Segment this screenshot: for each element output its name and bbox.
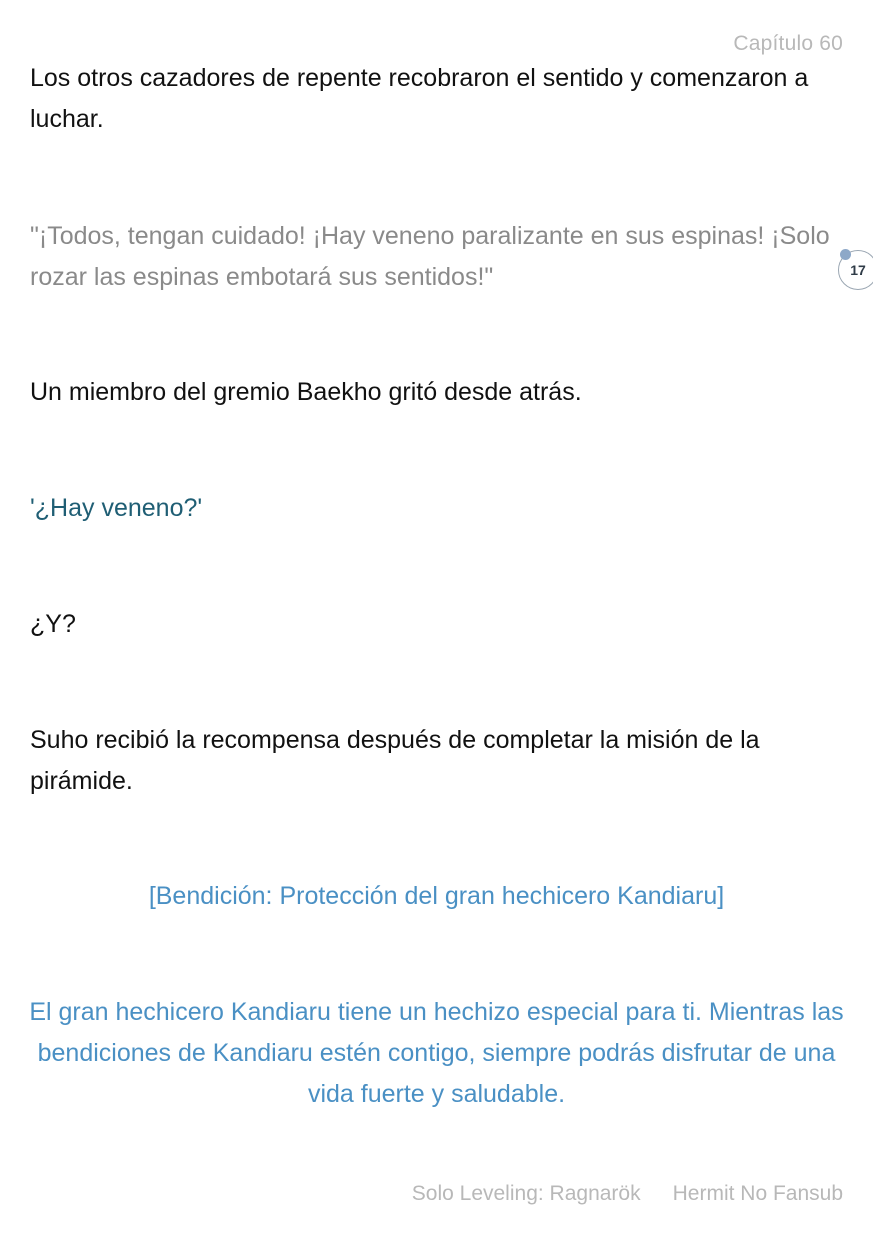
paragraph-dialogue: "¡Todos, tengan cuidado! ¡Hay veneno paralizante en sus espinas! ¡Solo rozar las espinas embotará sus sentidos!" [30, 222, 830, 291]
novel-title: Solo Leveling: Ragnarök [411, 1182, 641, 1205]
footer [412, 1182, 843, 1206]
system-message-body: El gran hechicero Kandiaru tiene un hechizo especial para ti. Mientras las bendiciones de Kandiaru estén contigo, siempre podrás disfrutar de una vida fuerte y saludable. [29, 998, 844, 1108]
paragraph-narration: ¿Y? [30, 610, 76, 638]
chapter-label: Capítulo 60 [733, 32, 843, 55]
translator-credit: Hermit No Fansub [672, 1182, 843, 1205]
system-message-title: [Bendición: Protección del gran hechicero Kandiaru] [148, 882, 725, 910]
paragraph-thought: '¿Hay veneno?' [30, 494, 203, 522]
page-indicator-button[interactable]: 17 [838, 250, 873, 290]
paragraph-narration: Suho recibió la recompensa después de completar la misión de la pirámide. [30, 726, 760, 795]
indicator-dot-icon [840, 249, 851, 260]
paragraph-narration: Los otros cazadores de repente recobraron el sentido y comenzaron a luchar. [30, 64, 809, 133]
paragraph-narration: Un miembro del gremio Baekho gritó desde atrás. [30, 378, 582, 406]
